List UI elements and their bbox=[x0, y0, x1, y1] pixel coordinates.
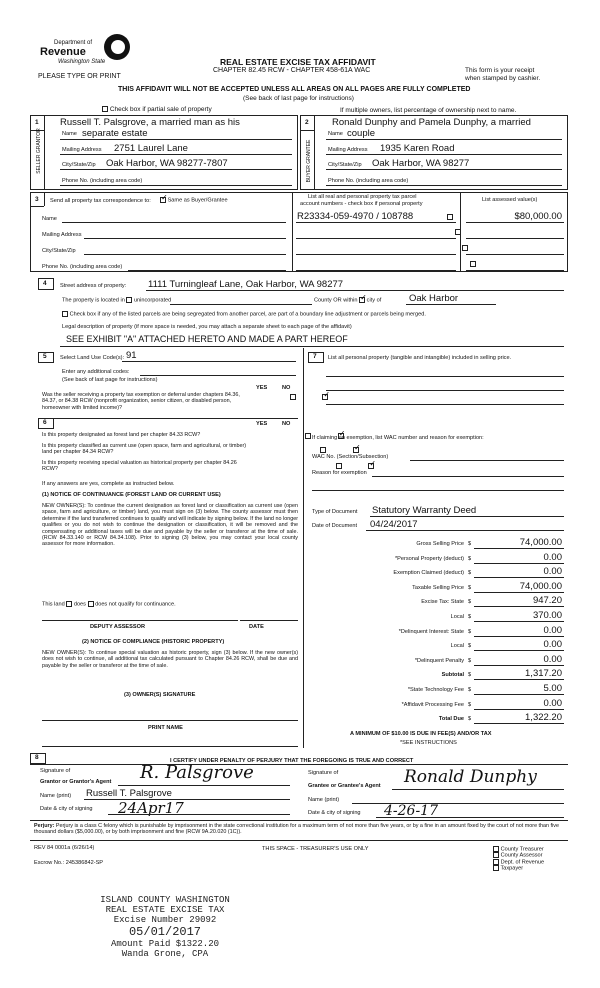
copy-assessor-checkbox[interactable] bbox=[493, 852, 499, 858]
doc-type-label: Type of Document bbox=[312, 509, 358, 515]
buyer-phone-label: Phone No. (including area code) bbox=[328, 178, 409, 184]
tax-line-label: *Delinquent Interest: State bbox=[398, 629, 464, 635]
s3-mailing-label: Mailing Address bbox=[42, 232, 82, 238]
perjury-note: Perjury: Perjury is a class C felony which is punishable by imprisonment in the state correctional institution for a maximum term of not more than five years, or by a fine in an amount fixed by the court of not more than five thousand dollars ($5,000.00), or by both imprisonment and fine (RCW 9A.20.020 (1C)). bbox=[34, 823, 559, 836]
parcel-personal-checkbox-3[interactable] bbox=[462, 245, 468, 251]
section-4-number: 4 bbox=[43, 280, 47, 287]
reason-label: Reason for exemption bbox=[312, 470, 367, 476]
additional-codes-label: Enter any additional codes: bbox=[62, 369, 130, 375]
tax-line-value[interactable]: 0.00 bbox=[543, 625, 562, 636]
tax-line-label: *Affidavit Processing Fee bbox=[401, 702, 464, 708]
buyer-side-label: BUYER GRANTEE bbox=[306, 139, 312, 183]
parcel-personal-checkbox-4[interactable] bbox=[470, 261, 476, 267]
legal-description-label: Legal description of property (if more space is needed, you may attach a separate sheet to each page of the affidavit) bbox=[62, 324, 352, 330]
county-stamp bbox=[70, 895, 260, 959]
grantee-date[interactable]: 4-26-17 bbox=[384, 803, 438, 819]
tax-line-currency: $ bbox=[468, 614, 472, 620]
unincorporated-checkbox[interactable] bbox=[126, 297, 132, 303]
s5-no-header: NO bbox=[282, 385, 291, 391]
escrow-number: Escrow No.: 245386842-SP bbox=[34, 860, 104, 866]
buyer-name-line1: Ronald Dunphy and Pamela Dunphy, a married bbox=[332, 117, 531, 128]
stamp-line2: REAL ESTATE EXCISE TAX bbox=[105, 905, 225, 915]
grantor-date[interactable]: 24Apr17 bbox=[118, 799, 184, 817]
seller-mailing-label: Mailing Address bbox=[62, 147, 102, 153]
tax-line-value[interactable]: 1,317.20 bbox=[525, 668, 562, 679]
partial-sale-checkbox[interactable] bbox=[102, 106, 108, 112]
s5-no-checkbox[interactable] bbox=[322, 394, 328, 400]
s5-yes-checkbox[interactable] bbox=[290, 394, 296, 400]
section-8-number: 8 bbox=[35, 754, 39, 761]
tax-line-currency: $ bbox=[468, 716, 472, 722]
tax-line-value[interactable]: 947.20 bbox=[532, 595, 562, 606]
grantor-agent-label: Grantor or Grantor's Agent bbox=[40, 779, 112, 785]
tax-line-row bbox=[312, 552, 564, 565]
deputy-assessor-label: DEPUTY ASSESSOR bbox=[90, 624, 146, 630]
form-subtitle: CHAPTER 82.45 RCW - CHAPTER 458-61A WAC bbox=[213, 67, 371, 74]
section-2-number: 2 bbox=[305, 119, 309, 126]
if-any-yes: If any answers are yes, complete as instructed below. bbox=[42, 481, 175, 487]
land-use-code[interactable]: 91 bbox=[126, 350, 137, 361]
tax-line-currency: $ bbox=[468, 599, 472, 605]
parcel-header-2: account numbers - check box if personal property bbox=[300, 201, 423, 207]
owner-signature-label: (3) OWNER(S) SIGNATURE bbox=[124, 692, 196, 698]
county-or-within: County OR within ✓ city of bbox=[314, 297, 381, 303]
seller-name-line1: Russell T. Palsgrove, a married man as his bbox=[60, 117, 240, 128]
multiple-owners: If multiple owners, list percentage of ownership next to name. bbox=[340, 107, 517, 114]
seller-side-label: SELLER GRANTOR bbox=[36, 128, 42, 174]
tax-line-value[interactable]: 370.00 bbox=[532, 610, 562, 621]
tax-line-row bbox=[312, 566, 564, 579]
assessed-value[interactable]: $80,000.00 bbox=[514, 211, 562, 222]
notice-continuance-text: NEW OWNER(S): To continue the current designation as forest land or classification as current use (open space, farm and agriculture, or timber) land, you must sign on (3) below. The county assessor must then determine if the land transferred continues to qualify and will indicate by signing below. If the land no longer qualifies or you do not wish to continue the designation or classification, it will be removed and the compensating or additional taxes will be due and payable by the seller or transferor at the time of sale. (RCW 84.33.140 or RCW 84.34.108). Prior to signing (3) below, you may contact your local county assessor for more information. bbox=[42, 503, 298, 548]
send-label: Send all property tax correspondence to: bbox=[50, 198, 151, 204]
wac-label: WAC No. (Section/Subsection) bbox=[312, 454, 389, 460]
parcel-personal-checkbox-1[interactable] bbox=[447, 214, 453, 220]
q2-yes-checkbox[interactable] bbox=[320, 447, 326, 453]
grantor-date-label: Date & city of signing bbox=[40, 806, 93, 812]
grantee-agent-label: Grantee or Grantee's Agent bbox=[308, 783, 381, 789]
s3-name-label: Name bbox=[42, 216, 57, 222]
grantee-signature[interactable]: Ronald Dunphy bbox=[404, 767, 537, 787]
land-use-label: Select Land Use Code(s): bbox=[60, 355, 125, 361]
s5-yes-header: YES bbox=[256, 385, 268, 391]
same-as-buyer-checkbox[interactable] bbox=[160, 197, 166, 203]
tax-line-currency: $ bbox=[468, 672, 472, 678]
segregated-row: Check box if any of the listed parcels are being segregated from another parcel, are part of a boundary line adjustment or parcels being merged. bbox=[62, 311, 426, 317]
tax-line-value[interactable]: 5.00 bbox=[543, 683, 562, 694]
partial-sale: Check box if partial sale of property bbox=[102, 106, 212, 113]
section-5-number: 5 bbox=[43, 353, 47, 360]
s3-phone-label: Phone No. (including area code) bbox=[42, 264, 123, 270]
buyer-name-label: Name bbox=[328, 131, 343, 137]
s5-see-back: (See back of last page for instructions) bbox=[62, 377, 158, 383]
parcel-header-1: List all real and personal property tax parcel bbox=[308, 194, 417, 200]
copy-distribution: County Treasurer County Assessor Dept. of Revenue Taxpayer bbox=[493, 846, 544, 872]
parcel-personal-checkbox-2[interactable] bbox=[455, 229, 461, 235]
tax-line-label: Taxable Selling Price bbox=[412, 585, 464, 591]
tax-line-value[interactable]: 0.00 bbox=[543, 639, 562, 650]
doc-date-label: Date of Document bbox=[312, 523, 358, 529]
tax-line-row bbox=[312, 712, 564, 725]
buyer-mailing[interactable]: 1935 Karen Road bbox=[380, 143, 455, 154]
assessed-header: List assessed value(s) bbox=[482, 197, 538, 203]
tax-line-currency: $ bbox=[468, 570, 472, 576]
tax-line-label: Excise Tax: State bbox=[421, 599, 464, 605]
dept-line3: Washington State bbox=[58, 59, 106, 65]
exhibit-reference[interactable]: SEE EXHIBIT "A" ATTACHED HERETO AND MADE A PART HEREOF bbox=[66, 334, 348, 344]
copy-taxpayer-checkbox[interactable] bbox=[493, 865, 499, 871]
does-not-checkbox[interactable] bbox=[88, 601, 94, 607]
tax-line-currency: $ bbox=[468, 541, 472, 547]
tax-line-value[interactable]: 1,322.20 bbox=[525, 712, 562, 723]
please-type: PLEASE TYPE OR PRINT bbox=[38, 73, 121, 80]
buyer-mailing-label: Mailing Address bbox=[328, 147, 368, 153]
parcel-number[interactable]: R23334-059-4970 / 108788 bbox=[297, 211, 414, 222]
tax-line-currency: $ bbox=[468, 658, 472, 664]
tax-line-currency: $ bbox=[468, 629, 472, 635]
tax-line-row bbox=[312, 625, 564, 638]
tax-line-label: Total Due bbox=[438, 716, 464, 722]
stamp-line3: Excise Number 29092 bbox=[113, 915, 217, 925]
tax-line-label: Exemption Claimed (deduct) bbox=[393, 570, 464, 576]
q3-no-checkbox[interactable] bbox=[368, 463, 374, 469]
tax-line-value[interactable]: 0.00 bbox=[543, 552, 562, 563]
see-back: (See back of last page for instructions) bbox=[243, 95, 354, 102]
tax-line-row bbox=[312, 683, 564, 696]
s6-yes-header: YES bbox=[256, 421, 268, 427]
does-checkbox[interactable] bbox=[66, 601, 72, 607]
tax-line-row bbox=[312, 537, 564, 550]
tax-line-row bbox=[312, 698, 564, 711]
treasurer-use: THIS SPACE - TREASURER'S USE ONLY bbox=[262, 846, 369, 852]
seller-mailing[interactable]: 2751 Laurel Lane bbox=[114, 143, 188, 154]
stamp-line1: ISLAND COUNTY WASHINGTON bbox=[100, 895, 230, 905]
seller-city-label: City/State/Zip bbox=[62, 162, 96, 168]
buyer-city-label: City/State/Zip bbox=[328, 162, 362, 168]
exemption-label: If claiming an exemption, list WAC number and reason for exemption: bbox=[312, 435, 484, 441]
tax-line-row bbox=[312, 595, 564, 608]
tax-line-row bbox=[312, 581, 564, 594]
tax-line-row bbox=[312, 654, 564, 667]
rev-number: REV 84 0001a (6/26/14) bbox=[34, 845, 95, 851]
historic-question: Is this property receiving special valuation as historical property per chapter 84.26 RCW? bbox=[42, 460, 237, 473]
located-in-row: The property is located in unincorporated bbox=[62, 297, 172, 304]
grantor-name-print-label: Name (print) bbox=[40, 793, 72, 799]
tax-line-label: *Delinquent Penalty bbox=[414, 658, 464, 664]
tax-line-label: *Personal Property (deduct) bbox=[394, 556, 464, 562]
grantee-date-label: Date & city of signing bbox=[308, 810, 361, 816]
tax-line-currency: $ bbox=[468, 687, 472, 693]
this-land-row: This land does does not qualify for continuance. bbox=[42, 601, 176, 608]
grantor-sig-of: Signature of bbox=[40, 768, 71, 774]
receipt-note-2: when stamped by cashier. bbox=[465, 75, 541, 82]
seller-name-line2[interactable]: separate estate bbox=[82, 128, 148, 139]
see-instructions: *SEE INSTRUCTIONS bbox=[400, 740, 457, 746]
section-7-number: 7 bbox=[313, 353, 317, 360]
tax-line-currency: $ bbox=[468, 556, 472, 562]
q3-yes-checkbox[interactable] bbox=[336, 463, 342, 469]
form-title: REAL ESTATE EXCISE TAX AFFIDAVIT bbox=[220, 57, 376, 67]
section-6-number: 6 bbox=[43, 419, 47, 426]
notice-compliance-title: (2) NOTICE OF COMPLIANCE (HISTORIC PROPERTY) bbox=[82, 639, 225, 645]
section-3-box bbox=[30, 192, 568, 272]
tax-line-value[interactable]: 0.00 bbox=[543, 654, 562, 665]
tax-line-currency: $ bbox=[468, 702, 472, 708]
exemption-question: Was the seller receiving a property tax exemption or deferral under chapters 84.36, 84.37, or 84.38 RCW (nonprofit organization, senior citizen, or disabled person, homeowner with limited income)? bbox=[42, 392, 240, 411]
stamp-line5: Amount Paid $1322.20 bbox=[110, 939, 220, 949]
grantee-name-print-label: Name (print) bbox=[308, 797, 340, 803]
copy-revenue-checkbox[interactable] bbox=[493, 859, 499, 865]
tax-line-currency: $ bbox=[468, 585, 472, 591]
section-1-number: 1 bbox=[35, 119, 39, 126]
tax-line-value[interactable]: 0.00 bbox=[543, 698, 562, 709]
tax-line-row bbox=[312, 639, 564, 652]
section-3-number: 3 bbox=[35, 196, 39, 203]
dor-logo bbox=[34, 34, 144, 74]
tax-line-value[interactable]: 74,000.00 bbox=[519, 581, 562, 592]
print-name-label: PRINT NAME bbox=[148, 725, 183, 731]
tax-line-value[interactable]: 0.00 bbox=[543, 566, 562, 577]
personal-property-label: List all personal property (tangible and intangible) included in selling price. bbox=[328, 355, 512, 361]
tax-line-row bbox=[312, 610, 564, 623]
street-address[interactable]: 1111 Turningleaf Lane, Oak Harbor, WA 98277 bbox=[148, 279, 344, 290]
notice-continuance-title: (1) NOTICE OF CONTINUANCE (FOREST LAND OR CURRENT USE) bbox=[42, 492, 221, 498]
street-label: Street address of property: bbox=[60, 283, 127, 289]
s6-no-header: NO bbox=[282, 421, 291, 427]
stamp-line6: Wanda Grone, CPA bbox=[121, 949, 209, 959]
grantor-name-print[interactable]: Russell T. Palsgrove bbox=[86, 788, 172, 799]
city-of-value[interactable]: Oak Harbor bbox=[409, 293, 459, 304]
buyer-name-line2[interactable]: couple bbox=[347, 128, 375, 139]
q1-yes-checkbox[interactable] bbox=[305, 433, 311, 439]
q2-no-checkbox[interactable] bbox=[353, 447, 359, 453]
tax-line-label: Local bbox=[450, 614, 464, 620]
same-as-buyer: ✓ Same as Buyer/Grantee bbox=[160, 197, 228, 203]
dept-line2: Revenue bbox=[40, 46, 86, 58]
seller-phone-label: Phone No. (including area code) bbox=[62, 178, 143, 184]
dept-line1: Department of bbox=[54, 40, 93, 46]
grantor-signature[interactable]: R. Palsgrove bbox=[140, 762, 254, 783]
receipt-note-1: This form is your receipt bbox=[465, 67, 535, 74]
segregated-checkbox[interactable] bbox=[62, 311, 68, 317]
seller-name-label: Name bbox=[62, 131, 77, 137]
seller-city[interactable]: Oak Harbor, WA 98277-7807 bbox=[106, 158, 228, 169]
tax-line-label: Gross Selling Price bbox=[416, 541, 464, 547]
city-of-checkbox[interactable] bbox=[359, 297, 365, 303]
certify-text: I CERTIFY UNDER PENALTY OF PERJURY THAT THE FOREGOING IS TRUE AND CORRECT bbox=[170, 758, 414, 764]
buyer-city[interactable]: Oak Harbor, WA 98277 bbox=[372, 158, 470, 169]
s3-city-label: City/State/Zip bbox=[42, 248, 76, 254]
tax-line-value[interactable]: 74,000.00 bbox=[519, 537, 562, 548]
tax-line-label: Subtotal bbox=[441, 672, 464, 678]
grantee-sig-of: Signature of bbox=[308, 770, 339, 776]
tax-line-row bbox=[312, 668, 564, 681]
minimum-fee: A MINIMUM OF $10.00 IS DUE IN FEE(S) AND/OR TAX bbox=[350, 731, 492, 737]
forest-land-question: Is this property designated as forest land per chapter 84.33 RCW? bbox=[42, 432, 201, 438]
stamp-line4: 05/01/2017 bbox=[128, 925, 201, 939]
date-label: DATE bbox=[249, 624, 264, 630]
doc-type[interactable]: Statutory Warranty Deed bbox=[372, 505, 477, 516]
tax-line-label: *State Technology Fee bbox=[407, 687, 464, 693]
doc-date[interactable]: 04/24/2017 bbox=[370, 519, 418, 530]
tax-line-currency: $ bbox=[468, 643, 472, 649]
notice-compliance-text: NEW OWNER(S): To continue special valuation as historic property, sign (3) below. If the new owner(s) does not wish to continue, all additional tax calculated pursuant to Chapter 84.26 RCW, shall be due and payable by the seller or transferor at the time of sale. bbox=[42, 650, 298, 669]
current-use-question: Is this property classified as current use (open space, farm and agricultural, or timber) land per chapter 84.34 RCW? bbox=[42, 443, 247, 456]
warning-text: THIS AFFIDAVIT WILL NOT BE ACCEPTED UNLESS ALL AREAS ON ALL PAGES ARE FULLY COMPLETED bbox=[118, 86, 471, 93]
tax-line-label: Local bbox=[450, 643, 464, 649]
copy-treasurer-checkbox[interactable] bbox=[493, 846, 499, 852]
